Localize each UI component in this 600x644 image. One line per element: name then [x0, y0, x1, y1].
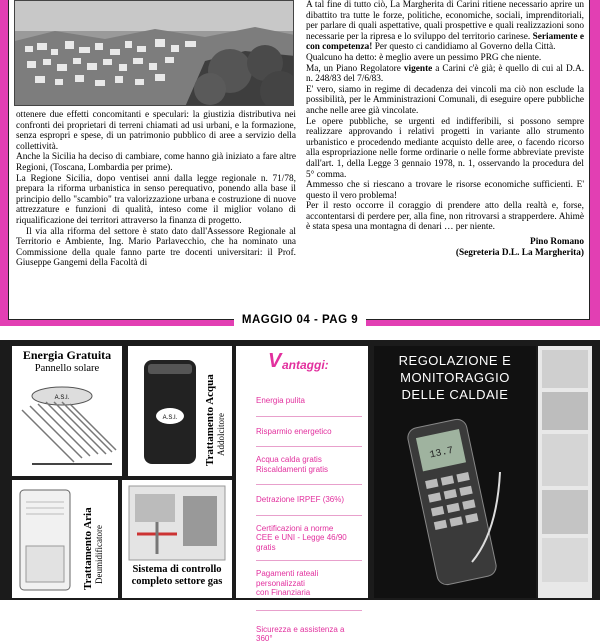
solar-subtitle: Pannello solare — [34, 363, 100, 374]
regolazione-line1: REGOLAZIONE E — [398, 353, 512, 368]
water-softener-icon — [136, 354, 206, 474]
thumbnail-image — [542, 538, 588, 582]
regolazione-line2: MONITORAGGIO — [400, 370, 510, 385]
left-paragraph: ottenere due effetti concomitanti e speculari: la giustizia distributiva nei confronti dei proprietari di terreni chiamati ad usi urbani, e la formazione, senza espropri e spese, di un patrimonio pubblico di aree a servizio della collettività. — [16, 110, 296, 152]
water-subtitle: Addolcitore — [216, 413, 226, 456]
vantaggi-item: Detrazione IRPEF (36%) — [256, 485, 362, 516]
regolazione-box — [374, 346, 536, 598]
thumbnail-image — [542, 350, 588, 388]
right-paragraph-bold: vigente — [403, 63, 433, 74]
gas-label — [122, 564, 232, 588]
vantaggi-item: Sicurezza e assistenza a 360° — [256, 624, 345, 643]
vantaggi-list — [256, 396, 362, 644]
gas-title-line2: completo settore gas — [131, 576, 223, 587]
left-paragraph: Il via alla riforma del settore è stato dato dall'Assessore Regionale al Territorio e Ambiente, Ing. Mario Parlavecchio, che ha nominato una Commissione della quale fanno parte tre docenti universitari: il Prof. Giuseppe Gangemi della Facoltà di — [16, 226, 296, 269]
right-paragraph-text: Ma, un Piano Regolatore — [306, 63, 401, 74]
right-paragraph-text: a Carini c'è già; è quello di cui al D.A. n. 248/83 del 7/6/83. — [306, 63, 585, 85]
analyzer-device-icon — [402, 412, 502, 592]
analyzer-display: 13.7 — [428, 445, 455, 462]
left-paragraph: Anche la Sicilia ha deciso di cambiare, come hanno già iniziato a fare altre Regioni, (Toscana, Lombardia per prime). — [16, 152, 296, 173]
gas-control-icon — [127, 484, 227, 562]
right-paragraph-text: A tal fine di tutto ciò, La Margherita di Carini ritiene necessario aprire un dibattito tra tutte le forze, politiche, economiche, sociali, imprenditoriali, per parlare di quali aspettative, quali prospettive e quali realizzazioni sono necessarie per la ripresa e lo sviluppo del territorio carinese. — [306, 0, 584, 42]
right-magenta-bar — [590, 0, 600, 326]
signature-name: Pino Romano — [530, 237, 584, 248]
left-magenta-bar — [0, 0, 8, 326]
vantaggi-item: Energia pulita — [256, 396, 362, 417]
solar-title: Energia Gratuita — [22, 348, 112, 362]
left-text-column — [16, 110, 296, 269]
product-thumbnails — [538, 346, 592, 598]
air-title: Trattamento Aria — [82, 507, 94, 590]
water-treatment-box — [128, 346, 232, 476]
air-label — [82, 507, 104, 590]
solar-brand: A.S.I. — [54, 395, 70, 401]
thumbnail-image — [542, 392, 588, 430]
vantaggi-item: Acqua calda gratis — [256, 455, 322, 464]
regolazione-heading — [374, 352, 536, 403]
vantaggi-title: antaggi: — [282, 358, 329, 372]
water-label — [204, 374, 226, 466]
right-paragraph: Qualcuno ha detto: è meglio avere un pessimo PRG che niente. — [306, 52, 542, 63]
right-text-column — [306, 0, 584, 258]
right-paragraph — [306, 0, 584, 53]
vantaggi-item: con Finanziaria — [256, 588, 362, 611]
right-paragraph: E' vero, siamo in regime di decadenza dei vincoli ma ciò non esclude la possibilità, per le Amministrazioni Comunali, di eseguire opere pubbliche anche nelle aree già vincolate. — [306, 84, 584, 116]
gas-control-box — [122, 480, 232, 598]
vantaggi-item: Riscaldamenti gratis — [256, 465, 362, 486]
right-paragraph: Ammesso che si riescano a trovare le risorse economiche sufficienti. E' questo il vero problema! — [306, 180, 584, 201]
advertisement — [0, 340, 600, 643]
gas-title-line1: Sistema di controllo — [132, 564, 222, 575]
dehumidifier-icon — [16, 486, 74, 594]
water-title: Trattamento Acqua — [204, 374, 216, 466]
solar-panel-box — [12, 346, 122, 476]
solar-panel-icon — [12, 374, 122, 470]
signature-org: (Segreteria D.L. La Margherita) — [455, 247, 584, 258]
town-photo — [14, 0, 294, 106]
air-treatment-box — [12, 480, 118, 598]
thumbnail-image — [542, 490, 588, 534]
vantaggi-box — [236, 346, 368, 643]
right-paragraph-text: Per questo ci candidiamo al Governo della Città. — [374, 42, 556, 53]
right-paragraph-bold: Seriamente e con competenza! — [306, 31, 584, 53]
air-subtitle: Deumidificatore — [94, 525, 104, 584]
right-paragraph — [306, 64, 584, 85]
left-paragraph: La Regione Sicilia, dopo ventisei anni dalla legge regionale n. 71/78, prepara la riforma urbanistica in senso perequativo, ponendo alla base il principio dello "scambio" tra valorizzazione urbana e costruzione di nuove attrezzature e funzioni di qualità, inteso come il miglior volano di riqualificazione dei territori attraverso la finanza di progetto. — [16, 173, 296, 226]
vantaggi-item: Pagamenti rateali personalizzati — [256, 569, 319, 588]
vantaggi-letter: V — [268, 350, 282, 372]
vantaggi-item: Risparmio energetico — [256, 417, 362, 448]
vantaggi-item: Certificazioni a norme — [256, 523, 334, 533]
vantaggi-item: CEE e UNI - Legge 46/90 gratis — [256, 533, 362, 561]
right-paragraph: Per il resto occorre il coraggio di prendere atto della realtà e, forse, accontentarsi di perdere per, alla fine, non ritrovarsi a strapperdere. Ahimè è stata spesa una montagna di denari … per niente. — [306, 201, 584, 233]
regolazione-line3: DELLE CALDAIE — [401, 387, 509, 402]
footer-label: MAGGIO 04 - PAG 9 — [234, 314, 366, 326]
page-footer — [0, 314, 600, 326]
thumbnail-image — [542, 434, 588, 486]
water-brand: A.S.I. — [162, 415, 178, 421]
right-paragraph: Le opere pubbliche, se urgenti ed indifferibili, si possono sempre realizzare approvando i relativi progetti in variante allo strumento urbanistico e procedendo mediante acquisto delle aree, o facendo ricorso alla espropriazione nelle forme ordinarie o nelle forme abbreviate previste dall'art. 1, della Legge 3 gennaio 1978, n. 1, osservando la procedura del 5° comma. — [306, 116, 584, 180]
